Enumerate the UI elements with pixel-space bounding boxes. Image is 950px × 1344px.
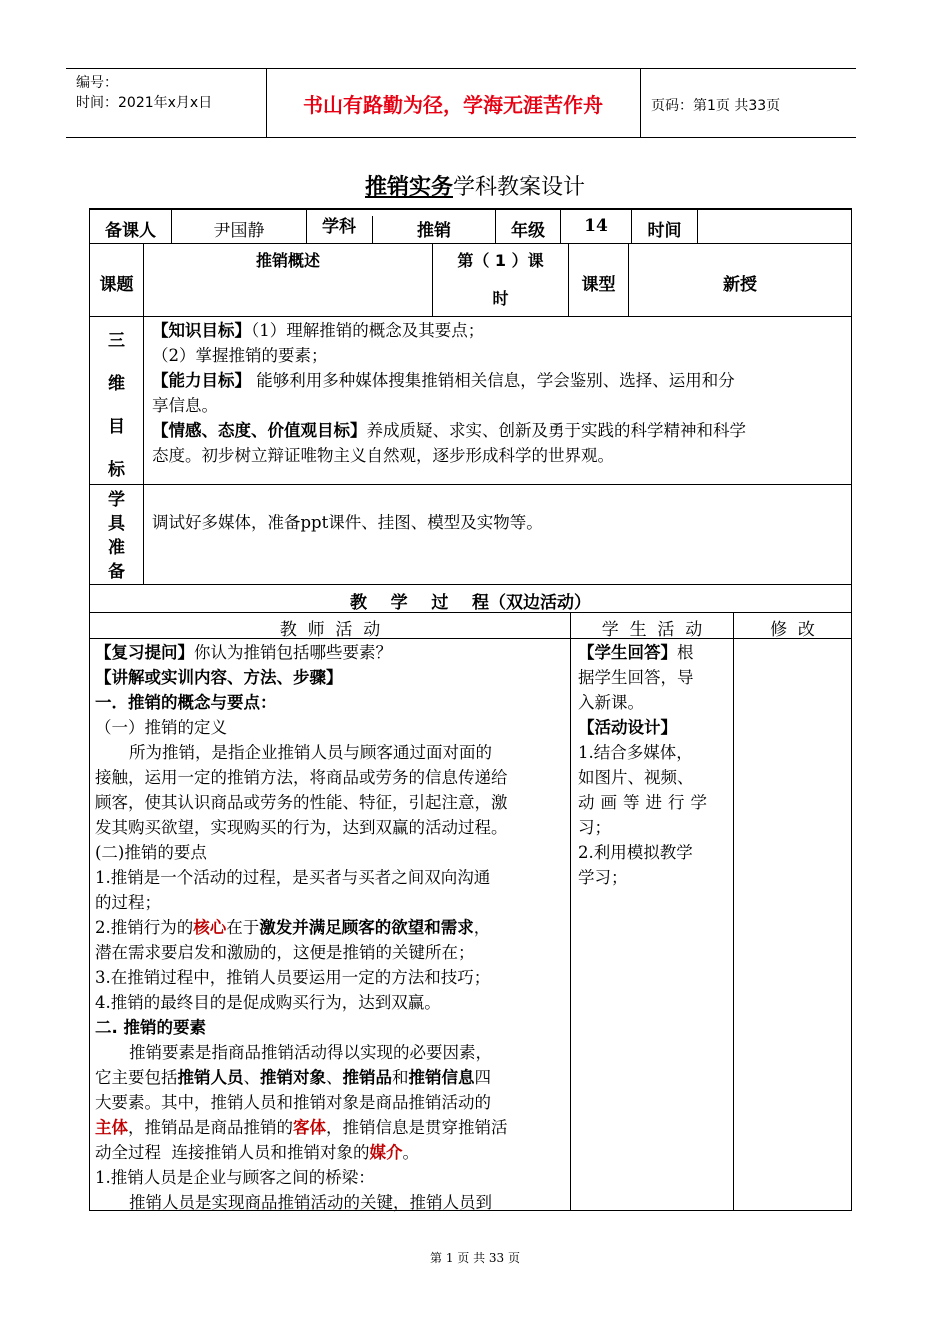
number-label: 编号： <box>76 75 118 91</box>
lesson-number-suffix: 时 <box>492 289 509 308</box>
activity-design-item: 习； <box>578 818 611 837</box>
point-3: 3.在推销过程中，推销人员要运用一定的方法和技巧； <box>95 968 491 987</box>
medium-line <box>95 1140 567 1165</box>
subject-term: 主体 <box>95 1118 128 1137</box>
section-1-1-title: （一）推销的定义 <box>95 718 227 737</box>
review-title: 【复习提问】 <box>95 643 194 662</box>
paragraph: 推销人员是实现商品推销活动的关键，推销人员到 <box>129 1193 492 1212</box>
element-info: 推销信息 <box>408 1068 475 1087</box>
goals-label-char: 目 <box>108 417 125 437</box>
activity-design-item: 学习； <box>578 868 628 887</box>
element-product: 推销品 <box>342 1068 392 1087</box>
student-answer-text: 入新课。 <box>578 693 644 712</box>
process-title <box>90 588 851 613</box>
prep-label-char: 具 <box>108 514 125 534</box>
knowledge-goal-2: （2）掌握推销的要素； <box>152 346 328 365</box>
paragraph-text: 。 <box>402 1143 419 1162</box>
header-page-label: 页码：第1页 共33页 <box>651 98 781 114</box>
knowledge-goal-title: 【知识目标】 <box>152 321 251 340</box>
ability-goal-text-2: 享信息。 <box>152 396 218 415</box>
section-2-title: 二. 推销的要素 <box>95 1018 207 1037</box>
review-text: 你认为推销包括哪些要素？ <box>194 643 392 662</box>
header-divider <box>640 69 641 137</box>
time-label: 时间 <box>647 221 682 241</box>
document-title <box>0 170 950 201</box>
paragraph: 推销要素是指商品推销活动得以实现的必要因素， <box>129 1043 492 1062</box>
topic-value: 推销概述 <box>255 251 320 270</box>
grade-value: 14 <box>584 216 608 236</box>
type-value: 新授 <box>723 275 757 295</box>
emotion-goal-text: 养成质疑、求实、创新及勇于实践的科学精神和科学 <box>366 421 746 440</box>
page-footer: 第 1 页 共 33 页 <box>430 1251 520 1265</box>
paragraph: 大要素。其中，推销人员和推销对象是商品推销活动的 <box>95 1093 491 1112</box>
paragraph-text: 动全过程 连接推销人员和推销对象的 <box>95 1143 370 1162</box>
element-target: 推销对象 <box>260 1068 326 1087</box>
student-answer-text: 根 <box>677 643 694 662</box>
title-rest: 学科教案设计 <box>453 175 586 200</box>
table-border <box>851 208 852 1211</box>
prep-label-char: 备 <box>108 562 125 582</box>
medium-term: 媒介 <box>369 1143 403 1162</box>
ability-goal-text: 能够利用多种媒体搜集推销相关信息，学会鉴别、选择、运用和分 <box>251 371 735 390</box>
paragraph: 所为推销，是指企业推销人员与顾客通过面对面的 <box>129 743 492 762</box>
paragraph: 顾客，使其认识商品或劳务的性能、特征，引起注意，激 <box>95 793 508 812</box>
knowledge-goal-1: （1）理解推销的概念及其要点； <box>251 321 485 340</box>
table-rule <box>89 243 852 244</box>
goals-content <box>152 318 848 468</box>
table-rule <box>89 484 852 485</box>
preparer-name: 尹国静 <box>213 221 265 241</box>
table-border <box>89 208 852 210</box>
process-title-main: 教 学 过 程 <box>349 593 490 613</box>
paragraph-text: ，推销信息是贯穿推销活 <box>326 1118 508 1137</box>
point-2-text: 2.推销行为的 <box>95 918 194 937</box>
object-term: 客体 <box>293 1118 326 1137</box>
prep-text: 调试好多媒体，准备ppt课件、挂图、模型及实物等。 <box>152 513 543 532</box>
elements-text: 、 <box>243 1068 260 1087</box>
elements-text: 它主要包括 <box>95 1068 178 1087</box>
point-2-bold: 激发并满足顾客的欲望和需求 <box>259 918 474 937</box>
elements-text: 和 <box>392 1068 409 1087</box>
table-rule <box>570 612 571 1211</box>
paragraph: 发其购买欲望，实现购买的行为，达到双赢的活动过程。 <box>95 818 508 837</box>
prep-label <box>90 488 143 584</box>
activity-design-title: 【活动设计】 <box>578 718 677 737</box>
time-label: 时间：2021年x月x日 <box>76 95 213 111</box>
grade-label: 年级 <box>511 221 545 241</box>
paragraph-text: ，推销品是商品推销的 <box>128 1118 293 1137</box>
point-2-text: ， <box>473 918 491 937</box>
header-motto: 书山有路勤为径，学海无涯苦作舟 <box>303 93 603 117</box>
lesson-number: 第（ 1 ）课 <box>457 251 544 270</box>
lecture-title: 【讲解或实训内容、方法、步骤】 <box>95 668 343 687</box>
student-column-header: 学 生 活 动 <box>601 620 703 640</box>
preparer-label: 备课人 <box>105 221 156 241</box>
table-rule <box>89 584 852 585</box>
process-title-sub: （双边活动） <box>489 593 592 613</box>
point-1: 1.推销是一个活动的过程，是买者与买者之间双向沟通 <box>95 868 491 887</box>
paragraph: 接触，运用一定的推销方法，将商品或劳务的信息传递给 <box>95 768 508 787</box>
elements-text: 四 <box>474 1068 491 1087</box>
point-4: 4.推销的最终目的是促成购买行为，达到双赢。 <box>95 993 441 1012</box>
point-2-core: 核心 <box>193 918 227 937</box>
activity-design-item: 如图片、视频、 <box>578 768 694 787</box>
topic-label: 课题 <box>99 275 134 295</box>
element-salesperson: 推销人员 <box>177 1068 244 1087</box>
paragraph: 1.推销人员是企业与顾客之间的桥梁： <box>95 1168 375 1187</box>
table-rule <box>143 243 144 585</box>
point-1-cont: 的过程； <box>95 893 161 912</box>
subject-value: 推销 <box>417 221 451 241</box>
teacher-column-header: 教 师 活 动 <box>279 620 381 640</box>
point-2-cont: 潜在需求要启发和激励的，这便是推销的关键所在； <box>95 943 475 962</box>
ability-goal-title: 【能力目标】 <box>152 371 251 390</box>
emotion-goal-text-2: 态度。初步树立辩证唯物主义自然观，逐步形成科学的世界观。 <box>152 446 614 465</box>
activity-design-item: 1.结合多媒体， <box>578 743 693 762</box>
section-1-title: 一．推销的概念与要点： <box>95 693 277 712</box>
header-meta <box>76 73 212 113</box>
prep-label-char: 学 <box>108 490 125 510</box>
emotion-goal-title: 【情感、态度、价值观目标】 <box>152 421 367 440</box>
table-rule <box>733 612 734 1211</box>
student-activity <box>578 640 730 890</box>
student-answer-text: 据学生回答，导 <box>578 668 694 687</box>
subject-label: 学科 <box>322 217 356 237</box>
teacher-activity <box>95 640 567 1215</box>
edit-column-header: 修 改 <box>770 620 815 640</box>
goals-label-char: 三 <box>108 331 125 351</box>
student-answer-title: 【学生回答】 <box>578 643 677 662</box>
activity-design-item: 动画等进行学 <box>578 793 713 812</box>
goals-label-char: 维 <box>108 374 125 394</box>
title-subject: 推销实务 <box>364 175 453 200</box>
elements-line <box>95 1065 567 1090</box>
section-1-2-title: (二)推销的要点 <box>95 843 207 862</box>
activity-design-item: 2.利用模拟教学 <box>578 843 693 862</box>
goals-label <box>90 320 143 492</box>
table-rule <box>697 208 698 244</box>
goals-label-char: 标 <box>108 460 125 480</box>
type-label: 课型 <box>581 275 616 295</box>
prep-label-char: 准 <box>108 538 125 558</box>
subject-object-line <box>95 1115 567 1140</box>
elements-text: 、 <box>326 1068 343 1087</box>
page-header <box>66 68 856 138</box>
point-2-text: 在于 <box>226 918 260 937</box>
table-rule <box>89 316 852 317</box>
point-2 <box>95 915 567 940</box>
